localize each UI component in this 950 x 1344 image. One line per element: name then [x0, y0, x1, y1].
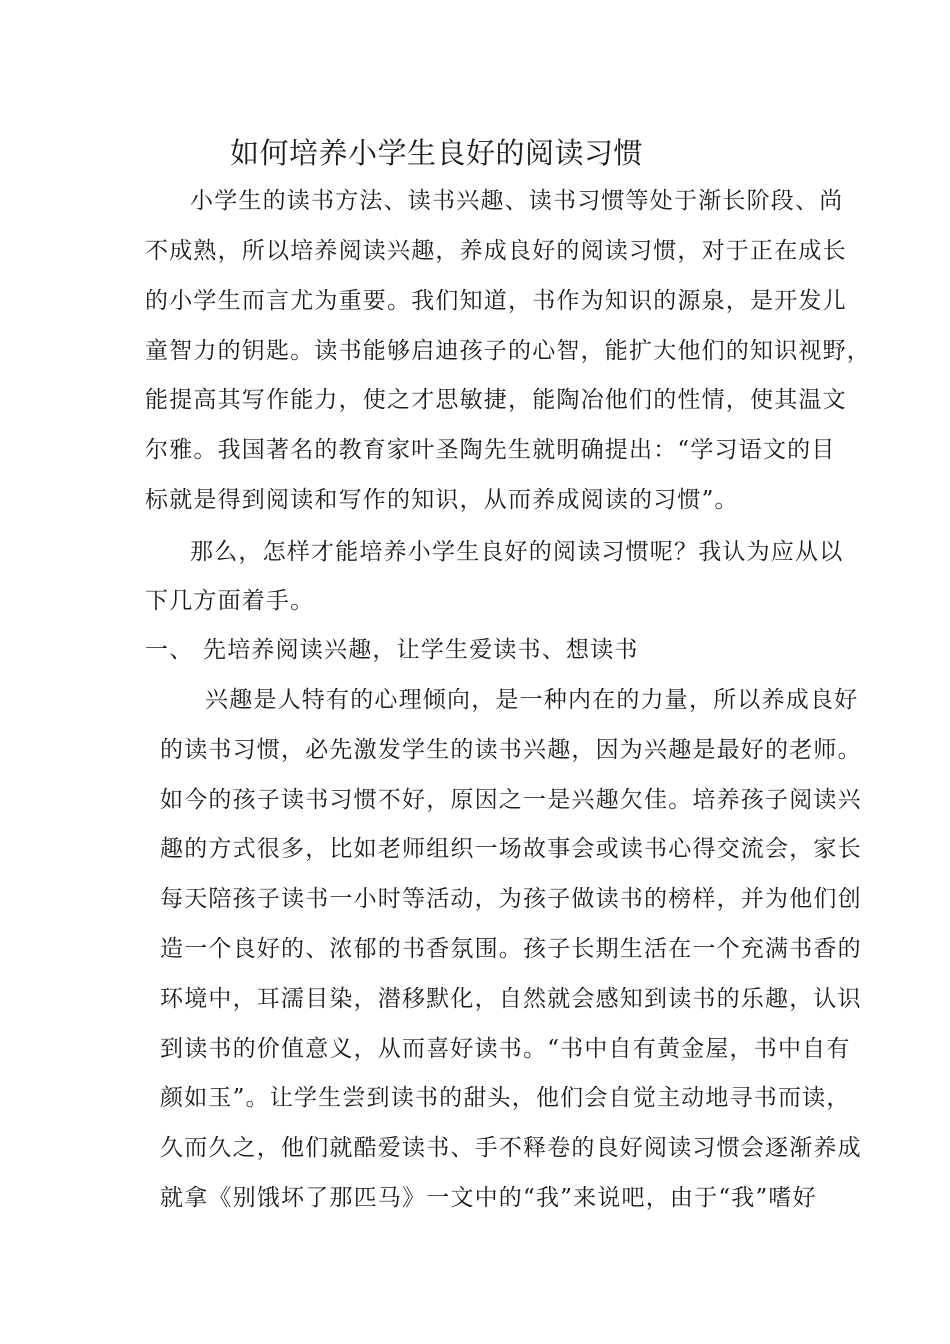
paragraph-line: 童智力的钥匙。读书能够启迪孩子的心智，能扩大他们的知识视野， [145, 338, 871, 364]
paragraph-line: 的小学生而言尤为重要。我们知道，书作为知识的源泉，是开发儿 [145, 288, 847, 314]
paragraph-line: 标就是得到阅读和写作的知识，从而养成阅读的习惯”。 [145, 487, 739, 513]
paragraph-line: 下几方面着手。 [145, 588, 315, 614]
paragraph-line: 造一个良好的、浓郁的书香氛围。孩子长期生活在一个充满书香的 [160, 936, 862, 962]
paragraph-line: 如今的孩子读书习惯不好，原因之一是兴趣欠佳。培养孩子阅读兴 [160, 787, 862, 813]
paragraph-line: 趣的方式很多，比如老师组织一场故事会或读书心得交流会，家长 [160, 836, 862, 862]
paragraph-line: 的读书习惯，必先激发学生的读书兴趣，因为兴趣是最好的老师。 [160, 737, 862, 763]
paragraph-line: 每天陪孩子读书一小时等活动，为孩子做读书的榜样，并为他们创 [160, 886, 862, 912]
paragraph-line: 到读书的价值意义，从而喜好读书。“书中自有黄金屋，书中自有 [160, 1036, 851, 1062]
paragraph-line: 环境中，耳濡目染，潜移默化，自然就会感知到读书的乐趣，认识 [160, 986, 862, 1012]
document-title: 如何培养小学生良好的阅读习惯 [230, 136, 644, 170]
paragraph-line: 兴趣是人特有的心理倾向，是一种内在的力量，所以养成良好 [205, 687, 859, 713]
paragraph-line: 久而久之，他们就酷爱读书、手不释卷的良好阅读习惯会逐渐养成 [160, 1135, 862, 1161]
section-heading-text: 先培养阅读兴趣，让学生爱读书、想读书 [203, 637, 639, 663]
paragraph-line: 尔雅。我国著名的教育家叶圣陶先生就明确提出：“学习语文的目 [145, 437, 836, 463]
paragraph-line: 颜如玉”。让学生尝到读书的甜头，他们会自觉主动地寻书而读， [160, 1085, 851, 1111]
section-number: 一、 [145, 637, 194, 663]
paragraph-line: 小学生的读书方法、读书兴趣、读书习惯等处于渐长阶段、尚 [190, 188, 844, 214]
paragraph-line: 能提高其写作能力，使之才思敏捷，能陶冶他们的性情，使其温文 [145, 387, 847, 413]
paragraph-line: 不成熟，所以培养阅读兴趣，养成良好的阅读习惯，对于正在成长 [145, 238, 847, 264]
paragraph-line: 那么，怎样才能培养小学生良好的阅读习惯呢？我认为应从以 [190, 539, 844, 565]
paragraph-line: 就拿《别饿坏了那匹马》一文中的“我”来说吧，由于“我”嗜好 [160, 1185, 817, 1211]
